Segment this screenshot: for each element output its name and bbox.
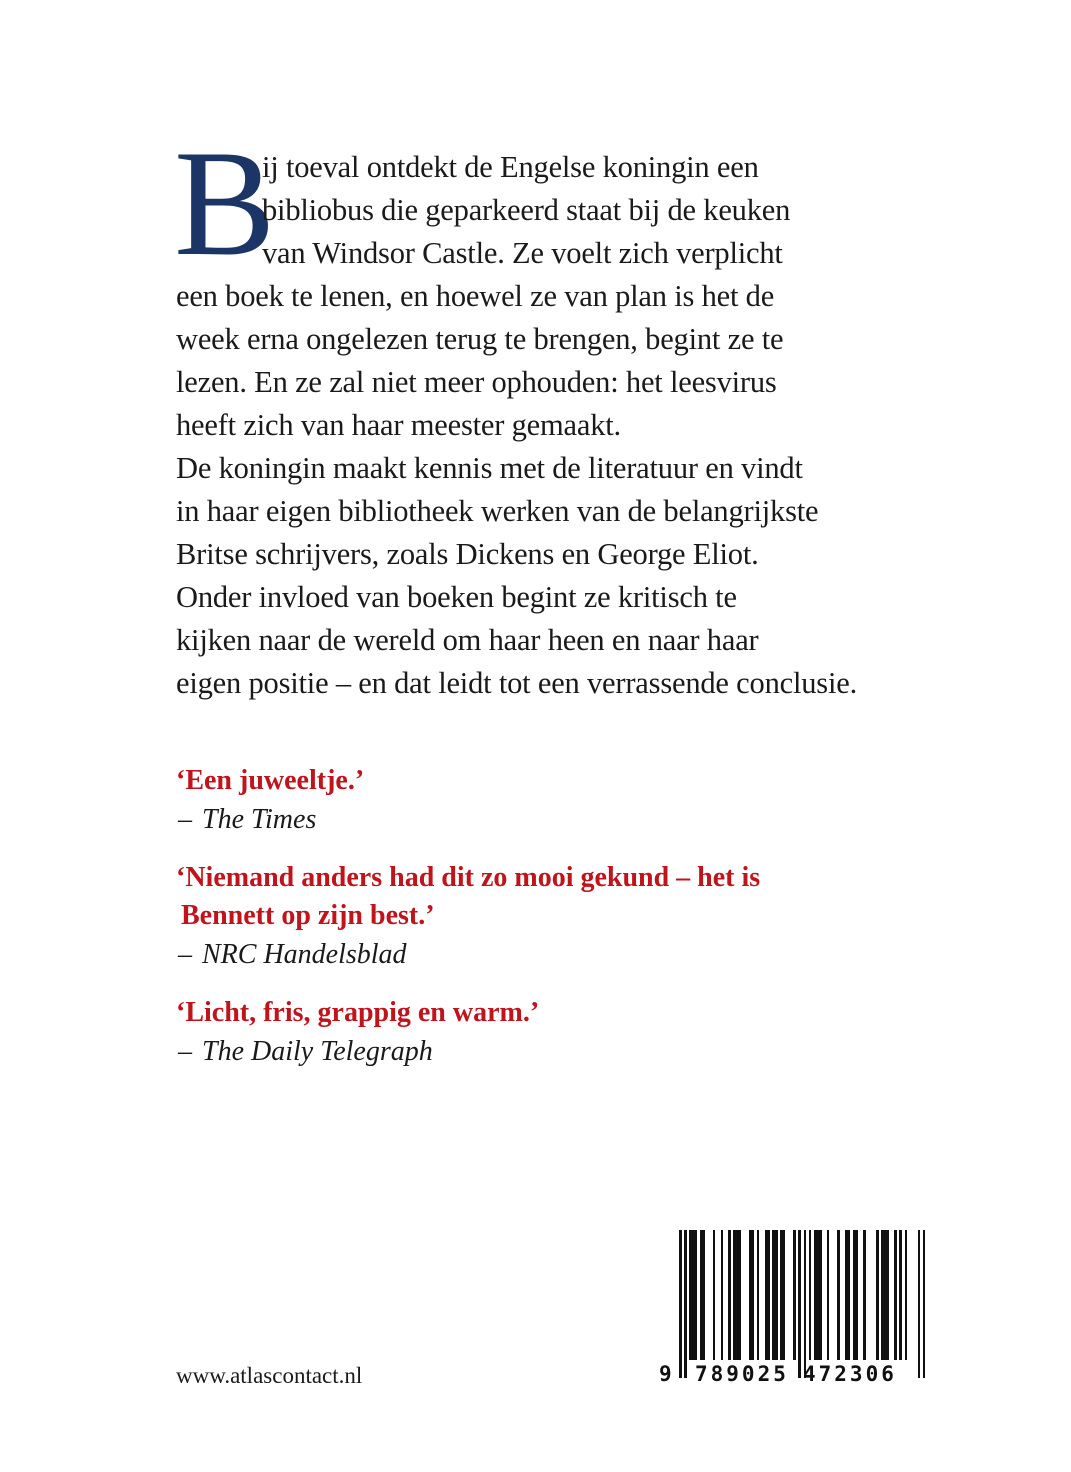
blurb-line: in haar eigen bibliotheek werken van de belangrijkste: [176, 494, 819, 528]
barcode-bars: [679, 1230, 925, 1360]
barcode-module: [923, 1230, 926, 1378]
blurb-line: lezen. En ze zal niet meer ophouden: het leesvirus: [176, 365, 777, 399]
quote-text: ‘Licht, fris, grappig en warm.’: [176, 997, 540, 1028]
quote-source: [176, 1032, 936, 1072]
isbn-barcode: [655, 1224, 925, 1389]
quote-text: ‘Niemand anders had dit zo mooi gekund – het is: [176, 862, 761, 893]
blurb-line: heeft zich van haar meester gemaakt.: [176, 408, 621, 442]
barcode-left-group: 789025: [695, 1362, 789, 1386]
review-quote: [176, 859, 936, 975]
blurb-line: eigen positie – en dat leidt tot een verrassende conclusie.: [176, 666, 857, 700]
blurb-line: week erna ongelezen terug te brengen, begint ze te: [176, 322, 784, 356]
review-quotes: [176, 762, 936, 1091]
quote-source: [176, 935, 936, 975]
blurb-line: De koningin maakt kennis met de literatuur en vindt: [176, 451, 803, 485]
dash: –: [178, 939, 192, 970]
source-name: The Daily Telegraph: [202, 1036, 433, 1067]
publisher-website: www.atlascontact.nl: [176, 1363, 363, 1388]
review-quote: [176, 762, 936, 840]
quote-source: [176, 800, 936, 840]
blurb-line: Onder invloed van boeken begint ze kritisch te: [176, 580, 737, 614]
blurb-line: van Windsor Castle. Ze voelt zich verplicht: [262, 236, 783, 270]
barcode-lead-digit: 9: [659, 1362, 672, 1386]
blurb-line: bibliobus die geparkeerd staat bij de keuken: [262, 193, 791, 227]
drop-cap: B: [174, 119, 276, 287]
blurb-text: [176, 146, 936, 705]
review-quote: [176, 994, 936, 1072]
blurb-line: een boek te lenen, en hoewel ze van plan is het de: [176, 279, 775, 313]
source-name: NRC Handelsblad: [202, 939, 407, 970]
quote-text: ‘Een juweeltje.’: [176, 765, 365, 796]
source-name: The Times: [202, 804, 317, 835]
dash: –: [178, 1036, 192, 1067]
blurb-line: kijken naar de wereld om haar heen en naar haar: [176, 623, 759, 657]
blurb-line: ij toeval ontdekt de Engelse koningin een: [262, 150, 759, 184]
barcode-right-group: 472306: [803, 1362, 897, 1386]
quote-text: Bennett op zijn best.’: [181, 900, 435, 931]
blurb-line: Britse schrijvers, zoals Dickens en George Eliot.: [176, 537, 759, 571]
dash: –: [178, 804, 192, 835]
